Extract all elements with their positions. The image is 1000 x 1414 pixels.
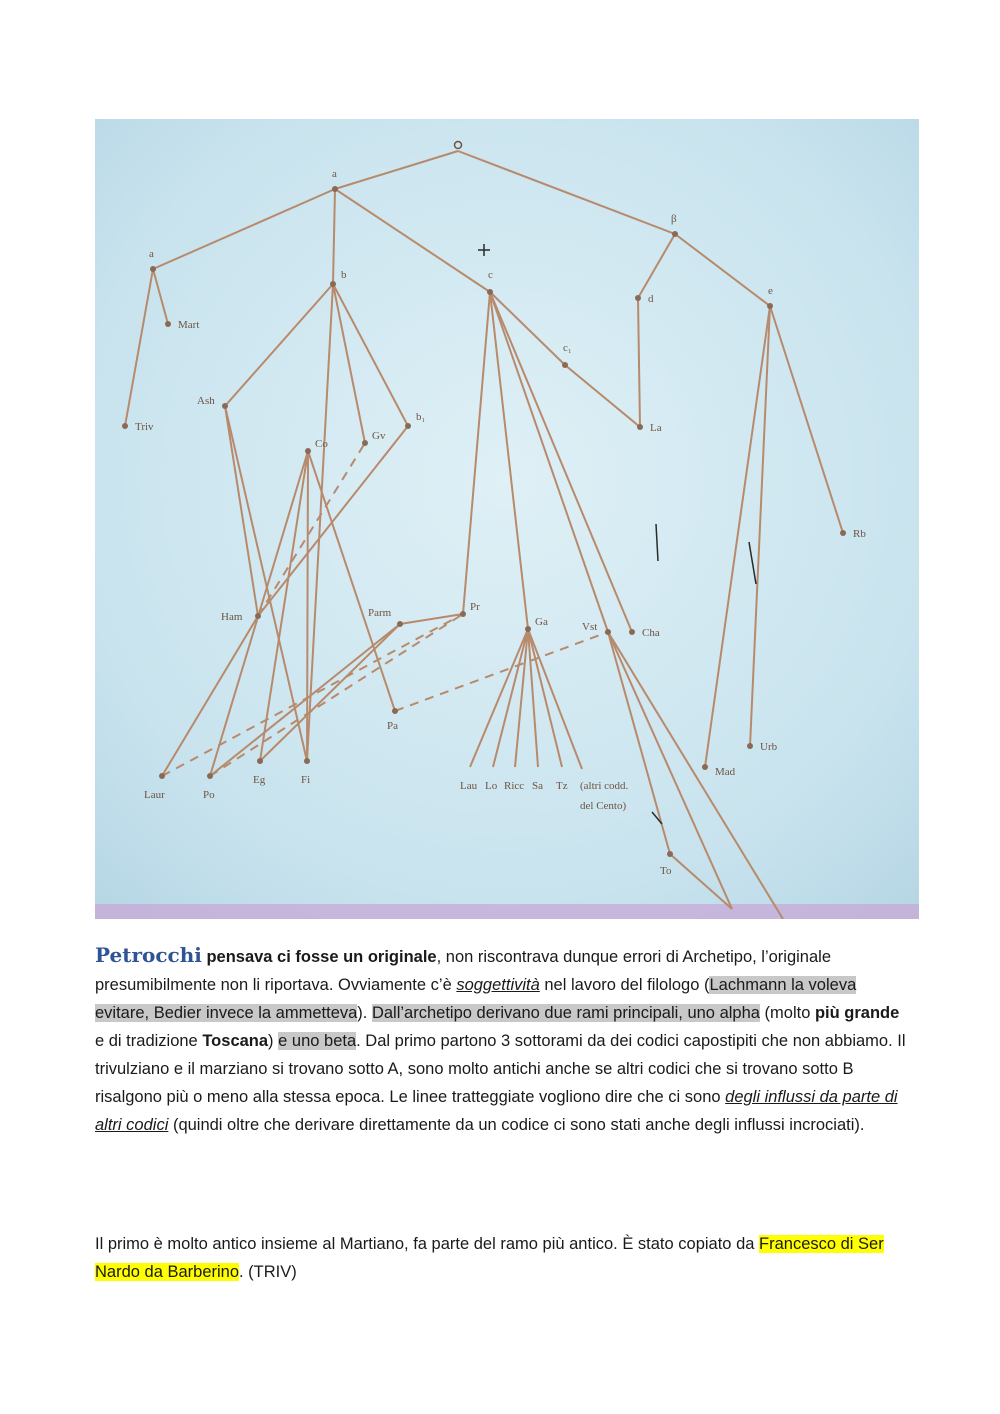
stemma-node-dot (405, 423, 411, 429)
stemma-label-ham: Ham (221, 611, 243, 623)
stemma-label-vst: Vst (582, 621, 598, 633)
stemma-node-dot (487, 289, 493, 295)
highlighted-text: Francesco di Ser Nardo da Barberino (95, 1235, 884, 1281)
stemma-node-dot (165, 321, 171, 327)
stemma-label-altri: (altri codd. (580, 780, 629, 792)
bold-text: più grande (814, 1004, 900, 1022)
stemma-label-gv: Gv (372, 430, 386, 442)
stemma-node-dot (159, 773, 165, 779)
stemma-node-dot (150, 266, 156, 272)
stemma-label-cento: del Cento) (580, 800, 627, 812)
stemma-node-dot (562, 362, 568, 368)
stemma-node-dot (362, 440, 368, 446)
stemma-node-dot (605, 629, 611, 635)
paragraph-petrocchi (95, 941, 910, 1139)
stemma-node-dot (629, 629, 635, 635)
stemma-label-b1: b₁ (416, 411, 426, 423)
stemma-label-sa: Sa (532, 780, 543, 792)
stemma-node-dot (702, 764, 708, 770)
stemma-node-dot (767, 303, 773, 309)
stemma-label-to: To (660, 865, 672, 877)
stemma-label-co: Co (315, 438, 328, 450)
stemma-label-pr: Pr (470, 601, 480, 613)
stemma-photo (95, 119, 919, 919)
stemma-node-dot (255, 613, 261, 619)
stemma-label-b_top: β (671, 213, 677, 225)
stemma-label-pa: Pa (387, 720, 398, 732)
stemma-diagram (95, 119, 919, 919)
stemma-node-dot (635, 295, 641, 301)
stemma-node-dot (304, 758, 310, 764)
stemma-label-triv: Triv (135, 421, 154, 433)
text-run: ) (268, 1032, 279, 1050)
bold-text: pensava ci fosse un originale (206, 948, 437, 966)
highlighted-text: Dall’archetipo derivano due rami principali, uno alpha (371, 1004, 760, 1022)
stemma-label-e: e (768, 285, 773, 297)
stemma-label-eg: Eg (253, 774, 266, 786)
highlighted-text: Lachmann la voleva evitare, Bedier invece la ammetteva (95, 976, 857, 1022)
stemma-label-lo: Lo (485, 780, 498, 792)
stemma-label-d: d (648, 293, 654, 305)
stemma-label-po: Po (203, 789, 215, 801)
stemma-label-mad: Mad (715, 766, 736, 778)
stemma-label-ash: Ash (197, 395, 215, 407)
stemma-label-mart: Mart (178, 319, 200, 331)
stemma-label-ga: Ga (535, 616, 548, 628)
stemma-label-a: a (332, 168, 337, 180)
bold-text: Toscana (202, 1032, 269, 1050)
stemma-node-dot (222, 403, 228, 409)
stemma-node-dot (332, 186, 338, 192)
text-run: . Dal primo partono 3 sottorami da dei codici capostipiti che non abbiamo. Il trivulziano e il marziano si trovano sotto A, sono molto antichi anche se altri codici che si trovano sotto B risalgono più o meno alla stessa epoca. Le linee tratteggiate vogliono dire che ci sono (95, 1032, 906, 1106)
stemma-label-b: b (341, 269, 347, 281)
stemma-node-dot (305, 448, 311, 454)
text-run: nel lavoro del filologo ( (539, 976, 710, 994)
highlighted-text: e uno beta (278, 1032, 357, 1050)
stemma-label-tz: Tz (556, 780, 568, 792)
photo-background (95, 119, 919, 919)
stemma-node-dot (330, 281, 336, 287)
stemma-node-dot (397, 621, 403, 627)
text-run: (molto (759, 1004, 815, 1022)
italic-underlined-text: degli influssi da parte di altri codici (95, 1088, 898, 1134)
stemma-node-dot (747, 743, 753, 749)
stemma-node-dot (840, 530, 846, 536)
stemma-label-c1: c₁ (563, 342, 572, 354)
text-run: , non riscontrava dunque errori di Archetipo, l’originale presumibilmente non li riportava. Ovviamente c’è (95, 948, 831, 994)
stemma-label-urb: Urb (760, 741, 778, 753)
stemma-label-fi: Fi (301, 774, 311, 786)
photo-bottom-strip (95, 904, 919, 919)
stemma-node-dot (460, 611, 466, 617)
text-run: . (TRIV) (239, 1263, 297, 1281)
heading-petrocchi: Petrocchi (95, 943, 202, 967)
stemma-label-rb: Rb (853, 528, 866, 540)
stemma-node-dot (672, 231, 678, 237)
stemma-node-dot (667, 851, 673, 857)
stemma-label-lau: Lau (460, 780, 478, 792)
stemma-label-parm: Parm (368, 607, 392, 619)
stemma-node-dot (207, 773, 213, 779)
stemma-label-a1: a (149, 248, 154, 260)
stemma-label-laur: Laur (144, 789, 165, 801)
stemma-label-c: c (488, 269, 493, 281)
stemma-node-dot (257, 758, 263, 764)
stemma-label-cha: Cha (642, 627, 660, 639)
paragraph-triv (95, 1230, 910, 1286)
text-run: e di tradizione (95, 1032, 203, 1050)
stemma-label-ricc: Ricc (504, 780, 525, 792)
stemma-node-dot (637, 424, 643, 430)
stemma-label-la: La (650, 422, 662, 434)
text-run: (quindi oltre che derivare direttamente da un codice ci sono stati anche degli influssi incrociati). (168, 1116, 865, 1134)
text-run: Il primo è molto antico insieme al Martiano, fa parte del ramo più antico. È stato copiato da (95, 1235, 760, 1253)
stemma-node-dot (122, 423, 128, 429)
stemma-node-dot (525, 626, 531, 632)
text-run: ). (357, 1004, 372, 1022)
stemma-node-dot (392, 708, 398, 714)
italic-underlined-text: soggettività (456, 976, 540, 994)
